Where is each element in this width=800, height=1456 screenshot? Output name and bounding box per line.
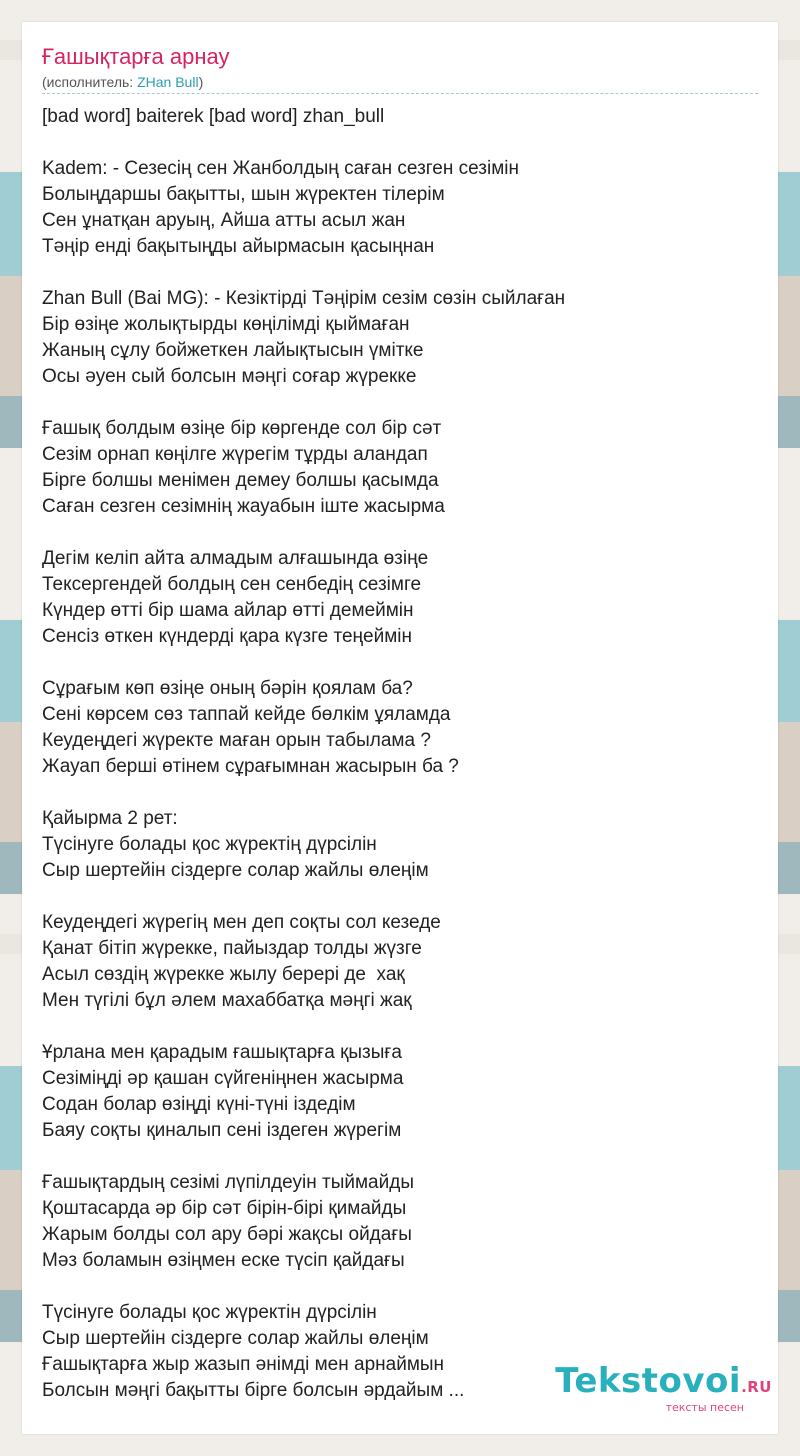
lyrics-line: Мәз боламын өзіңмен еске түсіп қайдағы [42, 1250, 405, 1271]
lyrics-line: Кеудеңдегі жүректе маған орын табылама ? [42, 730, 431, 751]
artist-prefix: (исполнитель: [42, 74, 138, 90]
lyrics-stanza [42, 910, 758, 1014]
lyrics-line: Сен ұнатқан аруың, Айша атты асыл жан [42, 210, 406, 231]
lyrics-line: Болыңдаршы бақытты, шын жүректен тілерім [42, 184, 445, 205]
logo-tagline: тексты песен [665, 1401, 744, 1414]
lyrics-stanza [42, 1170, 758, 1274]
lyrics-line: Ұрлана мен қарадым ғашықтарға қызыға [42, 1042, 402, 1063]
artist-suffix: ) [198, 74, 204, 90]
lyrics-line: Тәңір енді бақытыңды айырмасын қасыңнан [42, 236, 435, 257]
lyrics-line: Ғашық болдым өзіңе бір көргенде сол бір сәт [42, 418, 442, 439]
lyrics-line: Ғашықтардың сезімі лүпілдеуін тыймайды [42, 1172, 414, 1193]
lyrics-line: Осы әуен сый болсын мәңгі соғар жүрекке [42, 366, 417, 387]
lyrics-line: Содан болар өзіңді күні-түні іздедім [42, 1094, 356, 1115]
logo-main-text: Tekstovoi [555, 1361, 742, 1401]
lyrics-line: Сезіміңді әр қашан сүйгеніңнен жасырма [42, 1068, 404, 1089]
lyrics-line: Бір өзіңе жолықтырды көңілімді қыймаған [42, 314, 410, 335]
logo-tld: .RU [741, 1378, 772, 1396]
lyrics-line: Кеудеңдегі жүрегің мен деп соқты сол кезеде [42, 912, 441, 933]
lyrics-line: Бірге болшы менімен демеу болшы қасымда [42, 470, 439, 491]
lyrics-line: Сезім орнап көңілге жүрегім тұрды аландап [42, 444, 428, 465]
lyrics-line: Тексергендей болдың сен сенбедің сезімге [42, 574, 422, 595]
lyrics-stanza [42, 156, 758, 260]
lyrics-stanza [42, 546, 758, 650]
lyrics-card [22, 22, 778, 1434]
lyrics-line: Күндер өтті бір шама айлар өтті демеймін [42, 600, 414, 621]
lyrics-line: Сыр шертейін сіздерге солар жайлы өлеңім [42, 1328, 429, 1349]
lyrics-line: Kadem: - Сезесің сен Жанболдың саған сезген сезімін [42, 158, 519, 179]
lyrics-stanza [42, 104, 758, 130]
lyrics-stanza [42, 416, 758, 520]
lyrics-line: Zhan Bull (Bai MG): - Кезіктірді Тәңірім сезім сөзін сыйлаған [42, 288, 566, 309]
lyrics-body [42, 104, 758, 1430]
lyrics-line: Түсінуге болады қос жүректің дүрсілін [42, 834, 377, 855]
lyrics-line: Қанат бітіп жүрекке, пайыздар толды жүзге [42, 938, 422, 959]
lyrics-line: Сенсіз өткен күндерді қара күзге теңеймін [42, 626, 412, 647]
logo-wordmark [555, 1363, 772, 1405]
lyrics-line: Ғашықтарға жыр жазып әнімді мен арнаймын [42, 1354, 445, 1375]
lyrics-line: Дегім келіп айта алмадым алғашында өзіңе [42, 548, 429, 569]
lyrics-line: Жарым болды сол ару бәрі жақсы ойдағы [42, 1224, 412, 1245]
lyrics-line: Саған сезген сезімнің жауабын іште жасырма [42, 496, 445, 517]
lyrics-line: Асыл сөздің жүрекке жылу берері де хақ [42, 964, 405, 985]
lyrics-line: Сұрағым көп өзіңе оның бәрін қоялам ба? [42, 678, 413, 699]
lyrics-line: Жауап берші өтінем сұрағымнан жасырын ба ? [42, 756, 459, 777]
lyrics-line: Қайырма 2 рет: [42, 808, 178, 829]
artist-link[interactable]: ZHan Bull [137, 74, 199, 90]
lyrics-stanza [42, 1040, 758, 1144]
lyrics-line: Жаның сұлу бойжеткен лайықтысын үмітке [42, 340, 424, 361]
lyrics-line: Мен түгілі бұл әлем махаббатқа мәңгі жақ [42, 990, 412, 1011]
song-title: Ғашықтарға арнау [42, 44, 230, 69]
lyrics-line: Сені көрсем сөз таппай кейде бөлкім ұяламда [42, 704, 451, 725]
site-logo[interactable] [555, 1363, 772, 1414]
lyrics-line: Болсын мәңгі бақытты бірге болсын әрдайым ... [42, 1380, 465, 1401]
lyrics-line: Баяу соқты қиналып сені іздеген жүрегім [42, 1120, 402, 1141]
lyrics-line: Сыр шертейін сіздерге солар жайлы өлеңім [42, 860, 429, 881]
lyrics-line: Қоштасарда әр бір сәт бірін-бірі қимайды [42, 1198, 407, 1219]
lyrics-stanza [42, 806, 758, 884]
lyrics-line: [bad word] baiterek [bad word] zhan_bull [42, 106, 385, 127]
lyrics-stanza [42, 286, 758, 390]
artist-line [42, 74, 203, 90]
lyrics-stanza [42, 676, 758, 780]
title-divider [42, 93, 758, 94]
lyrics-line: Түсінуге болады қос жүректін дүрсілін [42, 1302, 377, 1323]
